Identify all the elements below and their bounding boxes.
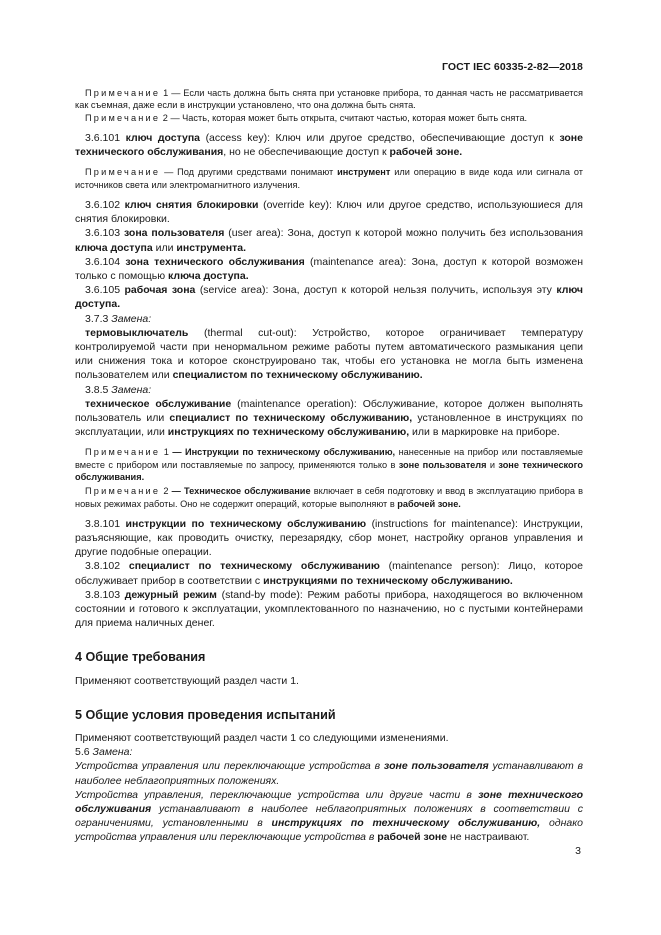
section-5-6: 5.6 Замена:: [75, 746, 133, 759]
standard-header: ГОСТ IEC 60335-2-82—2018: [441, 61, 583, 73]
definition-3-6-103: 3.6.103 зона пользователя (user area): Зона, доступ к которой можно получить без использования ключа доступа или инструмента.: [75, 227, 584, 254]
note-2: Примечание 2 — Часть, которая может быть открыта, считают частью, которая может быть снята.: [85, 112, 528, 123]
definition-3-6-101: 3.6.101 ключ доступа (access key): Ключ или другое средство, обеспечивающие доступ к зоне технического обслуживания, но не обеспечивающие доступ к рабочей зоне.: [75, 131, 583, 159]
definition-3-6-104: 3.6.104 зона технического обслуживания (maintenance area): Зона, доступ к которой возможен только с помощью ключа доступа.: [75, 255, 583, 282]
section-4-text: Применяют соответствующий раздел части 1.: [75, 674, 299, 687]
section-4-heading: 4 Общие требования: [75, 650, 206, 665]
definition-maintenance: техническое обслуживание (maintenance operation): Обслуживание, которое должен выполнять пользователь или специалист по техническому обслуживанию, установленное в инструкциях по эксплуатации, или инструкциях по техническому обслуживанию, или в маркировке на приборе.: [75, 397, 584, 439]
note-3-6-101: Примечание — Под другими средствами понимают инструмент или операцию в виде кода или сигнала от источников света или электромагнитного излучения.: [75, 167, 583, 190]
note-1: Примечание 1 — Если часть должна быть снята при установке прибора, то данная часть не рассматривается как съемная, даже если в инструкции установлено, что она должна быть снята.: [75, 88, 583, 111]
page-number: 3: [575, 845, 581, 857]
note-3-8-5-1: Примечание 1 — Инструкции по техническому обслуживанию, нанесенные на прибор или поставляемые вместе с прибором или поставляемые по запросу, применяются только в зоне пользователя и зоне технического обслуживания.: [75, 447, 584, 482]
section-5-heading: 5 Общие условия проведения испытаний: [75, 707, 336, 722]
definition-3-8-102: 3.8.102 специалист по техническому обслуживанию (maintenance person): Лицо, которое обслуживает прибор в соответствии с инструкциями по техническому обслуживанию.: [75, 560, 583, 587]
note-3-8-5-2: Примечание 2 — Техническое обслуживание включает в себя подготовку и ввод в эксплуатацию прибора в новых режимах работы. Оно не содержит операций, которые выполняют в рабочей зоне.: [75, 486, 583, 509]
section-5-6-paragraph-2: Устройства управления, переключающие устройства или другие части в зоне технического обслуживания устанавливают в наиболее неблагоприятных положениях в соответствии с ограничениями, установленными в инструкциях по техническому обслуживанию, однако устройства управления или переключающие устройства в рабочей зоне не настраивают.: [75, 788, 584, 844]
section-3-8-5: 3.8.5 Замена:: [85, 383, 152, 396]
section-5-6-paragraph-1: Устройства управления или переключающие устройства в зоне пользователя устанавливают в наиболее неблагоприятных положениях.: [75, 760, 584, 787]
section-3-7-3: 3.7.3 Замена:: [85, 312, 152, 325]
page-content: [75, 87, 583, 845]
definition-3-8-101: 3.8.101 инструкции по техническому обслуживанию (instructions for maintenance): Инструкции, разъясняющие, как проводить очистку, перезарядку, сбор монет, настройку органов управления и другие подобные операции.: [75, 517, 583, 559]
section-5-text: Применяют соответствующий раздел части 1 со следующими изменениями.: [75, 732, 449, 745]
definition-3-8-103: 3.8.103 дежурный режим (stand-by mode): Режим работы прибора, находящегося во включенном состоянии и готового к эксплуатации, укомплектованного по назначению, но с пустыми контейнерами для приема наличных денег.: [75, 588, 584, 630]
definition-3-6-105: 3.6.105 рабочая зона (service area): Зона, доступ к которой нельзя получить, используя эту ключ доступа.: [75, 284, 584, 311]
definition-thermal-cutout: термовыключатель (thermal cut-out): Устройство, которое ограничивает температуру контролируемой части при ненормальном режиме работы путем автоматического размыкания цепи или снижения тока и которое сконструировано так, чтобы его установка не могла быть изменена пользователем или специалистом по техническому обслуживанию.: [75, 326, 584, 382]
definition-3-6-102: 3.6.102 ключ снятия блокировки (override key): Ключ или другое средство, используюшиеся для снятия блокировки.: [75, 198, 583, 226]
